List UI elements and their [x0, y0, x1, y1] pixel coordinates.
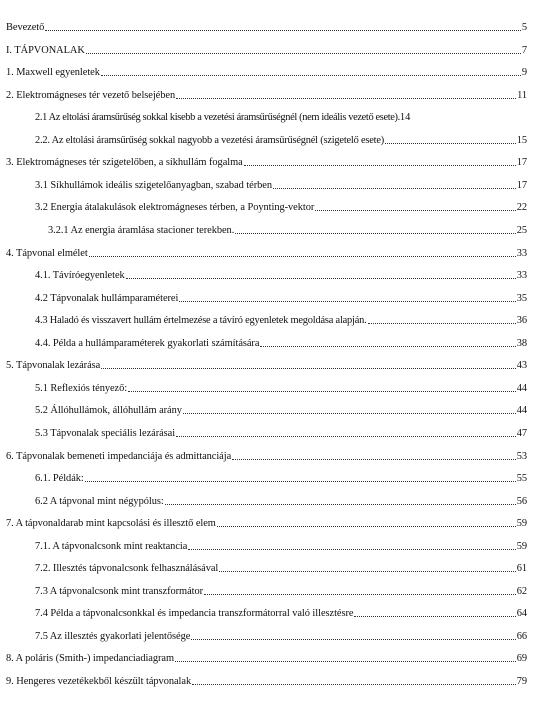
toc-entry-title: 6. Tápvonalak bemeneti impedanciája és admittanciája [6, 450, 232, 462]
dot-leader [183, 413, 516, 414]
dot-leader [273, 188, 516, 189]
dot-leader [191, 639, 515, 640]
toc-entry-title: 4.2 Tápvonalak hullámparaméterei [35, 292, 179, 304]
dot-leader [204, 594, 516, 595]
toc-entry-4-4[interactable] [35, 334, 527, 350]
toc-entry-title: 9. Hengeres vezetékekből készült tápvonalak [6, 676, 192, 687]
toc-entry-title: 5.2 Állóhullámok, állóhullám arány [35, 405, 182, 417]
toc-entry-page: 35 [516, 292, 527, 304]
toc-entry-title: 7.1. A tápvonalcsonk mint reaktancia [35, 540, 188, 552]
dot-leader [89, 256, 516, 257]
toc-entry-4-2[interactable] [35, 289, 527, 305]
toc-entry-5-2[interactable] [35, 401, 527, 417]
toc-entry-part-1[interactable] [6, 41, 527, 57]
toc-entry-title: 8. A poláris (Smith-) impedanciadiagram [6, 653, 175, 665]
toc-entry-4[interactable] [6, 244, 527, 260]
dot-leader [101, 75, 521, 76]
dot-leader [315, 210, 515, 211]
toc-entry-9[interactable] [6, 672, 527, 688]
toc-entry-7-2[interactable] [35, 559, 527, 575]
dot-leader [175, 661, 516, 662]
toc-entry-title: 3.1 Síkhullámok ideális szigetelőanyagban, szabad térben [35, 179, 272, 191]
toc-entry-7[interactable] [6, 514, 527, 530]
toc-entry-page: 44 [516, 405, 527, 417]
dot-leader [128, 391, 516, 392]
toc-entry-page: 64 [516, 608, 527, 620]
dot-leader [176, 436, 516, 437]
toc-entry-page: 61 [516, 563, 527, 575]
toc-entry-3-2[interactable] [35, 198, 527, 214]
toc-entry-page: 47 [516, 427, 527, 439]
toc-entry-page: 59 [516, 518, 527, 530]
toc-entry-page: 7 [521, 44, 527, 56]
toc-entry-4-3[interactable] [35, 311, 527, 327]
toc-entry-page: 36 [516, 315, 527, 327]
dot-leader [126, 278, 516, 279]
toc-entry-title: 6.1. Példák: [35, 473, 84, 484]
toc-entry-3[interactable] [6, 153, 527, 169]
toc-entry-6-2[interactable] [35, 492, 527, 508]
toc-entry-title: 3. Elektromágneses tér szigetelőben, a síkhullám fogalma [6, 157, 243, 169]
dot-leader [101, 368, 516, 369]
toc-entry-page: 15 [516, 134, 527, 146]
dot-leader [45, 30, 521, 31]
toc-entry-title: 5.1 Reflexiós tényező: [35, 382, 128, 394]
toc-entry-title: 3.2 Energia átalakulások elektromágneses térben, a Poynting-vektor [35, 202, 315, 214]
toc-entry-page: 25 [516, 225, 527, 236]
toc-entry-page: 69 [516, 653, 527, 665]
toc-entry-7-3[interactable] [35, 582, 527, 598]
toc-entry-8[interactable] [6, 649, 527, 665]
toc-entry-title: 5. Tápvonalak lezárása [6, 360, 101, 372]
toc-entry-title: Bevezető [6, 22, 45, 33]
toc-entry-2-2[interactable] [35, 131, 527, 147]
toc-entry-title: 1. Maxwell egyenletek [6, 67, 100, 79]
toc-entry-title: 4.1. Távíróegyenletek [35, 270, 125, 282]
dot-leader [385, 143, 516, 144]
dot-leader [85, 481, 516, 482]
toc-entry-title: 7.2. Illesztés tápvonalcsonk felhasználásával [35, 563, 219, 575]
toc-entry-6[interactable] [6, 447, 527, 463]
toc-entry-title: 2. Elektromágneses tér vezető belsejében [6, 89, 176, 101]
dot-leader [232, 459, 516, 460]
toc-entry-5-1[interactable] [35, 379, 527, 395]
toc-entry-page: 17 [516, 179, 527, 191]
toc-entry-1[interactable] [6, 63, 527, 79]
toc-entry-3-2-1[interactable] [48, 221, 527, 237]
toc-entry-page: 33 [516, 270, 527, 282]
toc-entry-title: 2.1 Az eltolási áramsűrűség sokkal kisebb a vezetési áramsűrűségnél (nem ideális vezető esete). [35, 112, 400, 124]
dot-leader [165, 504, 516, 505]
toc-entry-page: 33 [516, 247, 527, 259]
toc-entry-title: 6.2 A tápvonal mint négypólus: [35, 495, 164, 507]
toc-entry-7-4[interactable] [35, 604, 527, 620]
toc-entry-page: 43 [516, 360, 527, 372]
toc-entry-4-1[interactable] [35, 266, 527, 282]
toc-entry-title: 7.5 Az illesztés gyakorlati jelentősége [35, 630, 191, 642]
toc-entry-page: 44 [516, 382, 527, 394]
toc-entry-page: 14 [399, 112, 411, 124]
dot-leader [354, 616, 515, 617]
toc-entry-page: 22 [516, 202, 527, 214]
dot-leader [176, 98, 516, 99]
toc-entry-title: 7.3 A tápvonalcsonk mint transzformátor [35, 585, 204, 597]
dot-leader [217, 526, 516, 527]
toc-entry-page: 11 [517, 89, 527, 101]
toc-entry-5-3[interactable] [35, 424, 527, 440]
toc-entry-page: 56 [516, 495, 527, 507]
toc-entry-title: 4.3 Haladó és visszavert hullám értelmezése a távíró egyenletek megoldása alapján. [35, 315, 367, 327]
dot-leader [179, 301, 515, 302]
toc-entry-page: 9 [521, 67, 527, 79]
toc-entry-page: 5 [521, 22, 527, 33]
toc-entry-title: 2.2. Az eltolási áramsűrűség sokkal nagyobb a vezetési áramsűrűségnél (szigetelő esete) [35, 134, 385, 146]
toc-entry-page: 62 [516, 585, 527, 597]
dot-leader [260, 346, 515, 347]
toc-entry-3-1[interactable] [35, 176, 527, 192]
toc-entry-2-1[interactable] [35, 108, 527, 124]
dot-leader [368, 323, 516, 324]
toc-entry-page: 55 [516, 473, 527, 484]
dot-leader [86, 53, 521, 54]
dot-leader [235, 233, 515, 234]
toc-entry-2[interactable] [6, 86, 527, 102]
dot-leader [244, 165, 516, 166]
dot-leader [192, 684, 516, 685]
toc-entry-page: 59 [516, 540, 527, 552]
toc-entry-title: 7. A tápvonaldarab mint kapcsolási és illesztő elem [6, 518, 216, 530]
toc-entry-title: I. TÁPVONALAK [6, 44, 85, 56]
toc-entry-7-5[interactable] [35, 627, 527, 643]
toc-entry-page: 38 [516, 337, 527, 349]
toc-entry-7-1[interactable] [35, 537, 527, 553]
toc-entry-title: 5.3 Tápvonalak speciális lezárásai [35, 427, 176, 439]
toc-entry-title: 7.4 Példa a tápvonalcsonkkal és impedancia transzformátorral való illesztésre [35, 608, 354, 620]
toc-entry-5[interactable] [6, 356, 527, 372]
toc-entry-page: 66 [516, 630, 527, 642]
toc-entry-page: 53 [516, 450, 527, 462]
toc-entry-title: 4.4. Példa a hullámparaméterek gyakorlati számítására [35, 337, 260, 349]
toc-entry-intro[interactable] [6, 18, 527, 34]
toc-entry-page: 17 [516, 157, 527, 169]
dot-leader [188, 549, 515, 550]
toc-entry-6-1[interactable] [35, 469, 527, 485]
toc-entry-title: 4. Tápvonal elmélet [6, 247, 88, 259]
dot-leader [219, 571, 515, 572]
toc-entry-title: 3.2.1 Az energia áramlása stacioner terekben. [48, 225, 235, 236]
toc-entry-page: 79 [516, 676, 527, 687]
